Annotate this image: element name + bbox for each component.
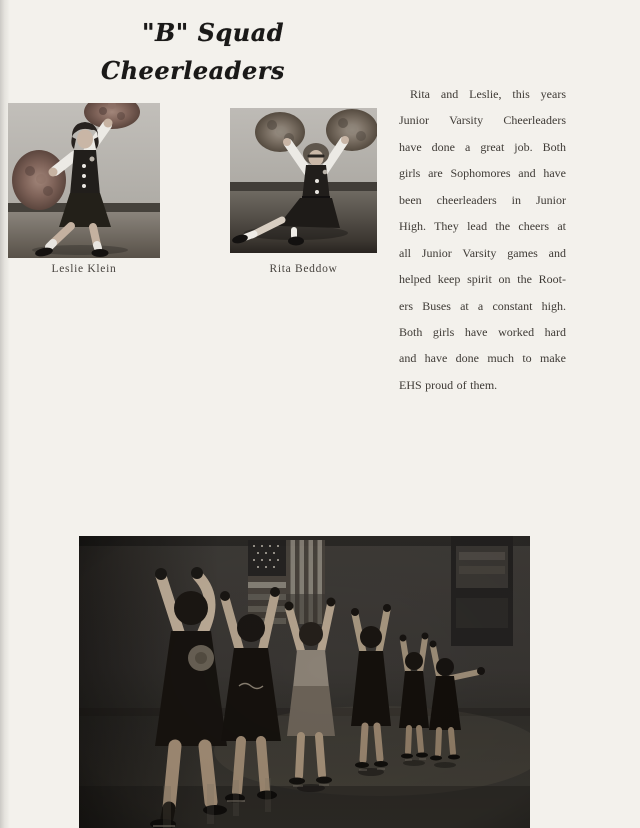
group-photo-art	[79, 536, 530, 828]
article-line: Rita and Leslie, this years	[410, 87, 566, 101]
article-line: Both girls have worked hard	[399, 324, 566, 339]
rita-photo-art	[230, 108, 377, 253]
caption-rita-beddow: Rita Beddow	[269, 263, 338, 275]
photo-leslie-klein	[8, 103, 160, 258]
photo-rita-beddow	[230, 108, 377, 253]
caption-leslie-klein: Leslie Klein	[51, 263, 117, 275]
article-line: helped keep spirit on the Root-	[399, 272, 566, 287]
article-line: girls are Sophomores and have	[399, 166, 566, 181]
pom-pom-left	[12, 150, 66, 210]
article-line: Junior Varsity Cheerleaders	[399, 113, 566, 128]
article-line: ers Buses at a constant high.	[399, 298, 566, 313]
article-line: and have done much to make	[399, 351, 566, 366]
leslie-photo-art	[8, 103, 160, 258]
article-line: have done a great job. Both	[399, 139, 566, 154]
page-title-line2: Cheerleaders	[101, 56, 285, 85]
article-line: all Junior Varsity games and	[399, 245, 566, 260]
article-line: been cheerleaders in Junior	[399, 192, 566, 207]
pom-pom-right	[326, 109, 377, 151]
pom-pom-left	[255, 112, 305, 152]
article-text	[399, 81, 566, 398]
photo-group-cheerleaders-gym	[79, 536, 530, 828]
page-title-line1: "B" Squad	[142, 18, 285, 47]
article-line: High. They lead the cheers at	[399, 219, 566, 234]
article-line: EHS proud of them.	[399, 377, 498, 392]
